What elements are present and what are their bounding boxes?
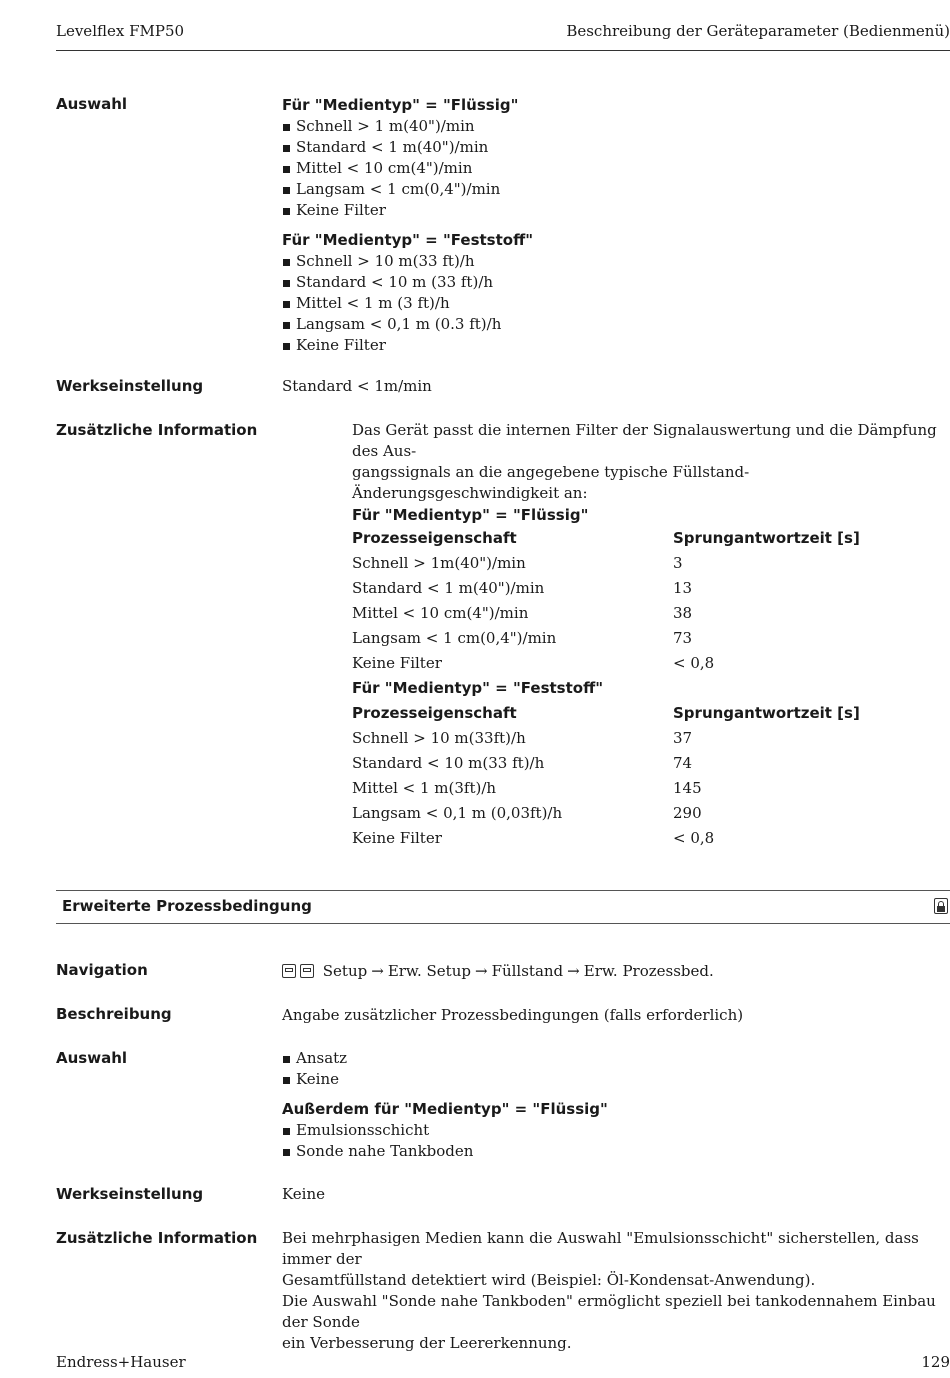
cell-prop: Langsam < 1 cm(0,4")/min (352, 629, 557, 647)
list-item: Standard < 1 m(40")/min (282, 137, 950, 158)
lock-icon (934, 898, 948, 914)
info-block (352, 420, 950, 851)
table-row (352, 751, 950, 776)
cell-time: 37 (673, 729, 693, 747)
navigation-label: Navigation (56, 961, 148, 979)
info-text: Das Gerät passt die internen Filter der Signalauswertung und die Dämpfung des Aus- (352, 421, 937, 460)
werkseinstellung-value: Standard < 1m/min (282, 377, 432, 395)
cell-time: 38 (673, 604, 693, 622)
list-item: Keine (282, 1069, 950, 1090)
col-sprungantwortzeit: Sprungantwortzeit [s] (673, 704, 860, 722)
list-item: Schnell > 10 m(33 ft)/h (282, 251, 950, 272)
table-row (352, 601, 950, 626)
nav-step-prozessbed: Erw. Prozessbed. (583, 962, 714, 980)
cell-prop: Schnell > 1m(40")/min (352, 554, 526, 572)
cell-prop: Mittel < 1 m(3ft)/h (352, 779, 497, 797)
cell-time: 73 (673, 629, 693, 647)
cell-time: 290 (673, 804, 702, 822)
fluessig-heading: Für "Medientyp" = "Flüssig" (282, 96, 519, 114)
info-block (282, 1228, 950, 1354)
page-number: 129 (921, 1353, 950, 1371)
table-fluessig-heading: Für "Medientyp" = "Flüssig" (352, 506, 589, 524)
nav-step-fuellstand: Füllstand (491, 962, 564, 980)
list-item: Mittel < 1 m (3 ft)/h (282, 293, 950, 314)
footer-brand: Endress+Hauser (56, 1353, 186, 1371)
table-row (352, 651, 950, 676)
cell-prop: Mittel < 10 cm(4")/min (352, 604, 529, 622)
cell-prop: Keine Filter (352, 829, 442, 847)
col-prozesseigenschaft: Prozesseigenschaft (352, 704, 517, 722)
auswahl-values (282, 94, 950, 356)
werkseinstellung-label: Werkseinstellung (56, 377, 204, 395)
col-prozesseigenschaft: Prozesseigenschaft (352, 529, 517, 547)
nav-step-setup: Setup (322, 962, 368, 980)
list-item: Mittel < 10 cm(4")/min (282, 158, 950, 179)
auswahl-label: Auswahl (56, 95, 128, 113)
cell-time: < 0,8 (673, 829, 715, 847)
info-label: Zusätzliche Information (56, 421, 258, 439)
extra-heading: Außerdem für "Medientyp" = "Flüssig" (282, 1100, 608, 1118)
cell-time: 74 (673, 754, 693, 772)
display-icon (282, 964, 296, 978)
list-item: Keine Filter (282, 335, 950, 356)
cell-time: 13 (673, 579, 693, 597)
table-row (352, 576, 950, 601)
werkseinstellung-label: Werkseinstellung (56, 1185, 204, 1203)
beschreibung-label: Beschreibung (56, 1005, 172, 1023)
section-header (56, 890, 950, 924)
info-line: Bei mehrphasigen Medien kann die Auswahl "Emulsionsschicht" sicherstellen, dass immer der (282, 1229, 919, 1268)
list-item: Emulsionsschicht (282, 1120, 950, 1141)
list-item: Standard < 10 m (33 ft)/h (282, 272, 950, 293)
info-line: Die Auswahl "Sonde nahe Tankboden" ermöglicht speziell bei tankodennahem Einbau der Sonde (282, 1292, 936, 1331)
cell-prop: Keine Filter (352, 654, 442, 672)
list-item: Keine Filter (282, 200, 950, 221)
cell-time: 3 (673, 554, 683, 572)
navigation-path (282, 961, 950, 982)
arrow-icon: → (567, 962, 580, 980)
beschreibung-value: Angabe zusätzlicher Prozessbedingungen (falls erforderlich) (282, 1006, 744, 1024)
table-row (352, 776, 950, 801)
werkseinstellung-value: Keine (282, 1185, 326, 1203)
page-header (56, 20, 950, 51)
table-row (352, 726, 950, 751)
info-text: gangssignals an die angegebene typische Füllstand-Änderungsgeschwindigkeit an: (352, 463, 750, 502)
header-product: Levelflex FMP50 (56, 22, 185, 40)
arrow-icon: → (474, 962, 488, 980)
info-line: ein Verbesserung der Leererkennung. (282, 1334, 572, 1352)
table-row (352, 826, 950, 851)
table-header (352, 701, 950, 726)
fluessig-list (282, 116, 950, 221)
list-item: Schnell > 1 m(40")/min (282, 116, 950, 137)
list-item: Ansatz (282, 1048, 950, 1069)
auswahl-list (282, 1048, 950, 1090)
table-feststoff-heading: Für "Medientyp" = "Feststoff" (352, 679, 604, 697)
auswahl-values (282, 1048, 950, 1162)
extra-list (282, 1120, 950, 1162)
section-title: Erweiterte Prozessbedingung (62, 897, 312, 915)
list-item: Langsam < 0,1 m (0.3 ft)/h (282, 314, 950, 335)
cell-time: < 0,8 (673, 654, 715, 672)
list-item: Langsam < 1 cm(0,4")/min (282, 179, 950, 200)
arrow-icon: → (371, 962, 384, 980)
cell-prop: Standard < 10 m(33 ft)/h (352, 754, 545, 772)
feststoff-heading: Für "Medientyp" = "Feststoff" (282, 231, 534, 249)
col-sprungantwortzeit: Sprungantwortzeit [s] (673, 529, 860, 547)
table-row (352, 801, 950, 826)
table-row (352, 551, 950, 576)
operating-tool-icon (300, 964, 314, 978)
auswahl-label: Auswahl (56, 1049, 128, 1067)
feststoff-list (282, 251, 950, 356)
info-line: Gesamtfüllstand detektiert wird (Beispiel: Öl-Kondensat-Anwendung). (282, 1271, 816, 1289)
cell-prop: Schnell > 10 m(33ft)/h (352, 729, 526, 747)
cell-time: 145 (673, 779, 702, 797)
table-row (352, 626, 950, 651)
nav-step-erw-setup: Erw. Setup (387, 962, 471, 980)
header-chapter: Beschreibung der Geräteparameter (Bedienmenü) (566, 22, 950, 40)
list-item: Sonde nahe Tankboden (282, 1141, 950, 1162)
cell-prop: Standard < 1 m(40")/min (352, 579, 545, 597)
cell-prop: Langsam < 0,1 m (0,03ft)/h (352, 804, 563, 822)
table-header (352, 526, 950, 551)
info-label: Zusätzliche Information (56, 1229, 258, 1247)
